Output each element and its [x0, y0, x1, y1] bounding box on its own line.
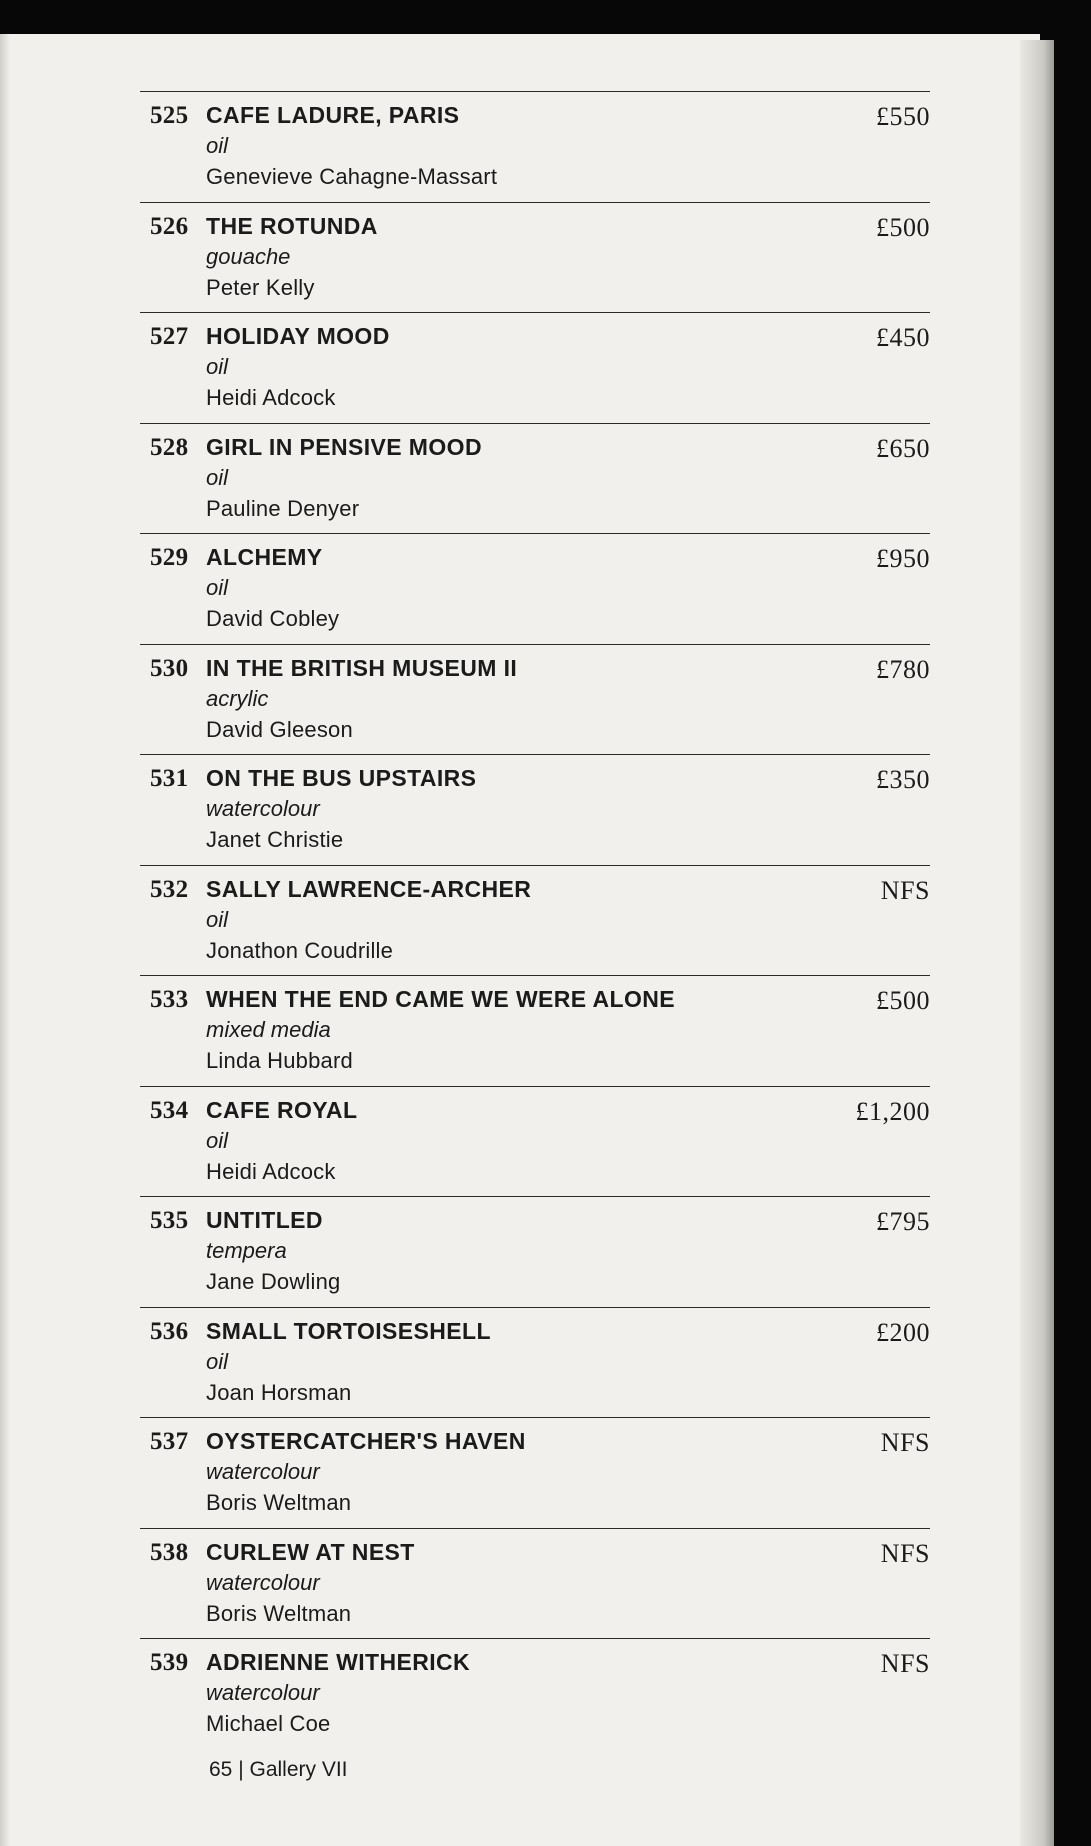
entry-number: 538 — [150, 1538, 189, 1566]
entry-medium: watercolour — [206, 1680, 320, 1705]
catalogue-entry — [140, 644, 930, 755]
entry-price: £450 — [876, 323, 930, 352]
entry-medium: watercolour — [206, 1569, 320, 1595]
entry-price: £1,200 — [855, 1096, 930, 1126]
entry-number: 534 — [150, 1096, 189, 1124]
entry-artist: Boris Weltman — [206, 1600, 352, 1626]
catalogue-entry — [140, 423, 930, 534]
gutter-shadow — [0, 34, 10, 1846]
page-footer: 65 | Gallery VII — [209, 1758, 348, 1781]
entry-number: 527 — [150, 323, 189, 350]
entry-price: NFS — [880, 1649, 930, 1678]
entry-medium: gouache — [206, 243, 291, 269]
entry-artist: Boris Weltman — [206, 1490, 352, 1515]
entry-medium: watercolour — [206, 796, 320, 821]
entry-number: 537 — [150, 1428, 189, 1455]
entry-medium: oil — [206, 906, 229, 932]
entry-medium: watercolour — [206, 1459, 320, 1484]
entry-medium: oil — [206, 1127, 229, 1153]
entry-title: THE ROTUNDA — [206, 212, 378, 239]
catalogue-entry — [140, 91, 930, 202]
entry-artist: Peter Kelly — [206, 274, 315, 300]
entry-title: WHEN THE END CAME WE WERE ALONE — [206, 986, 675, 1012]
entry-title: HOLIDAY MOOD — [206, 323, 390, 349]
entry-price: £795 — [876, 1207, 930, 1236]
entry-artist: Jane Dowling — [206, 1269, 341, 1294]
entry-price: £650 — [876, 433, 930, 463]
entry-price: £950 — [876, 544, 930, 573]
catalogue-entry — [140, 533, 930, 644]
entry-medium: oil — [206, 1348, 229, 1374]
catalogue-entry — [140, 1307, 930, 1418]
entry-number: 529 — [150, 544, 189, 571]
entry-artist: Heidi Adcock — [206, 1158, 336, 1184]
entry-title: CAFE ROYAL — [206, 1096, 358, 1123]
entry-medium: acrylic — [206, 685, 269, 711]
catalogue-entry — [140, 865, 930, 976]
entry-artist: Genevieve Cahagne-Massart — [206, 164, 498, 189]
catalogue-entry — [140, 754, 930, 865]
entry-title: CURLEW AT NEST — [206, 1538, 415, 1565]
entry-medium: tempera — [206, 1238, 287, 1263]
entry-title: IN THE BRITISH MUSEUM II — [206, 654, 518, 681]
entry-medium: oil — [206, 575, 229, 600]
entry-number: 532 — [150, 875, 189, 903]
catalogue-entry — [140, 975, 930, 1086]
catalogue-list — [140, 91, 930, 1749]
entry-artist: Linda Hubbard — [206, 1048, 353, 1073]
entry-medium: oil — [206, 354, 229, 379]
entry-number: 533 — [150, 986, 189, 1013]
entry-price: £350 — [876, 765, 930, 794]
entry-price: NFS — [880, 875, 930, 905]
entry-medium: oil — [206, 133, 229, 158]
entry-title: ADRIENNE WITHERICK — [206, 1649, 471, 1675]
catalogue-entry — [140, 1196, 930, 1307]
entry-artist: David Cobley — [206, 606, 340, 631]
entry-artist: Jonathon Coudrille — [206, 937, 394, 963]
entry-number: 536 — [150, 1317, 189, 1345]
entry-number: 525 — [150, 102, 189, 129]
catalogue-entry — [140, 1638, 930, 1749]
entry-artist: Heidi Adcock — [206, 385, 336, 410]
entry-medium: mixed media — [206, 1017, 331, 1042]
entry-price: £500 — [876, 986, 930, 1015]
catalogue-entry — [140, 312, 930, 423]
page-edge — [1020, 40, 1054, 1846]
entry-number: 526 — [150, 212, 189, 240]
entry-price: NFS — [880, 1538, 930, 1568]
entry-medium: oil — [206, 464, 229, 490]
entry-title: GIRL IN PENSIVE MOOD — [206, 433, 482, 460]
entry-number: 530 — [150, 654, 189, 682]
entry-artist: Michael Coe — [206, 1711, 331, 1736]
catalogue-entry — [140, 202, 930, 313]
entry-price: NFS — [880, 1428, 930, 1457]
entry-artist: Janet Christie — [206, 827, 344, 852]
entry-price: £780 — [876, 654, 930, 684]
catalogue-entry — [140, 1528, 930, 1639]
entry-price: £550 — [876, 102, 930, 131]
entry-title: ON THE BUS UPSTAIRS — [206, 765, 477, 791]
entry-number: 528 — [150, 433, 189, 461]
entry-title: SALLY LAWRENCE-ARCHER — [206, 875, 532, 902]
entry-artist: David Gleeson — [206, 716, 353, 742]
entry-number: 535 — [150, 1207, 189, 1234]
entry-title: CAFE LADURE, PARIS — [206, 102, 460, 128]
entry-artist: Pauline Denyer — [206, 495, 360, 521]
entry-title: OYSTERCATCHER'S HAVEN — [206, 1428, 526, 1454]
entry-number: 531 — [150, 765, 189, 792]
entry-price: £500 — [876, 212, 930, 242]
catalogue-entry — [140, 1417, 930, 1528]
entry-price: £200 — [876, 1317, 930, 1347]
entry-artist: Joan Horsman — [206, 1379, 352, 1405]
entry-title: UNTITLED — [206, 1207, 323, 1233]
entry-title: ALCHEMY — [206, 544, 323, 570]
entry-number: 539 — [150, 1649, 189, 1676]
catalogue-entry — [140, 1086, 930, 1197]
entry-title: SMALL TORTOISESHELL — [206, 1317, 491, 1344]
